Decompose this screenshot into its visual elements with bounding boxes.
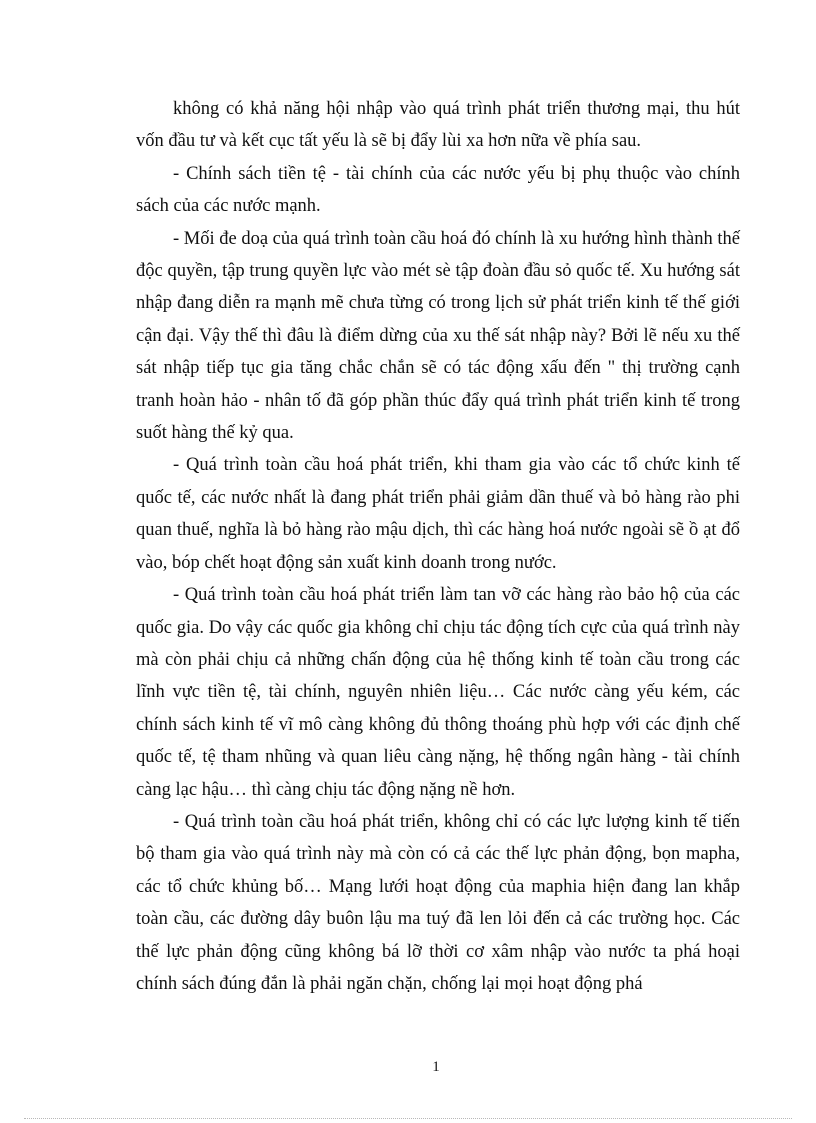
- footer-divider: [24, 1118, 792, 1119]
- document-body: [136, 93, 740, 1000]
- paragraph-protection-barriers: - Quá trình toàn cầu hoá phát triển làm tan vỡ các hàng rào bảo hộ của các quốc gia. Do vậy các quốc gia không chỉ chịu tác động tích cực của quá trình này mà còn phải chịu cả những chấn động của hệ thống kinh tế toàn cầu trong các lĩnh vực tiền tệ, tài chính, nguyên nhiên liệu… Các nước càng yếu kém, các chính sách kinh tế vĩ mô càng không đủ thông thoáng phù hợp với các định chế quốc tế, tệ tham nhũng và quan liêu càng nặng, hệ thống ngân hàng - tài chính càng lạc hậu… thì càng chịu tác động nặng nề hơn.: [136, 585, 740, 800]
- paragraph-continuation: không có khả năng hội nhập vào quá trình phát triển thương mại, thu hút vốn đầu tư và kết cục tất yếu là sẽ bị đẩy lùi xa hơn nữa về phía sau.: [136, 99, 740, 152]
- paragraph-monetary-policy: - Chính sách tiền tệ - tài chính của các nước yếu bị phụ thuộc vào chính sách của các nước mạnh.: [136, 163, 740, 217]
- paragraph-tariff-removal: - Quá trình toàn cầu hoá phát triển, khi tham gia vào các tổ chức kinh tế quốc tế, các nước nhất là đang phát triển phải giảm dần thuế và bỏ hàng rào phi quan thuế, nghĩa là bỏ hàng rào mậu dịch, thì các hàng hoá nước ngoài sẽ ồ ạt đổ vào, bóp chết hoạt động sản xuất kinh doanh trong nước.: [136, 455, 740, 573]
- paragraph-monopoly-threat: - Mối đe doạ của quá trình toàn cầu hoá đó chính là xu hướng hình thành thế độc quyền, tập trung quyền lực vào mét sè tập đoàn đầu sỏ quốc tế. Xu hướng sát nhập đang diễn ra mạnh mẽ chưa từng có trong lịch sử phát triển kinh tế thế giới cận đại. Vậy thế thì đâu là điểm dừng của xu thế sát nhập này? Bởi lẽ nếu xu thế sát nhập tiếp tục gia tăng chắc chắn sẽ có tác động xấu đến " thị trường cạnh tranh hoàn hảo - nhân tố đã góp phần thúc đẩy quá trình phát triển kinh tế trong suốt hàng thế kỷ qua.: [136, 228, 740, 444]
- paragraph-criminal-forces: - Quá trình toàn cầu hoá phát triển, không chỉ có các lực lượng kinh tế tiến bộ tham gia vào quá trình này mà còn có cả các thế lực phản động, bọn mapha, các tổ chức khủng bố… Mạng lưới hoạt động của maphia hiện đang lan khắp toàn cầu, các đường dây buôn lậu ma tuý đã len lỏi đến cả các trường học. Các thế lực phản động cũng không bá lỡ thời cơ xâm nhập vào nước ta phá hoại chính sách đúng đắn là phải ngăn chặn, chống lại mọi hoạt động phá: [136, 811, 740, 994]
- page-number: 1: [432, 1059, 440, 1075]
